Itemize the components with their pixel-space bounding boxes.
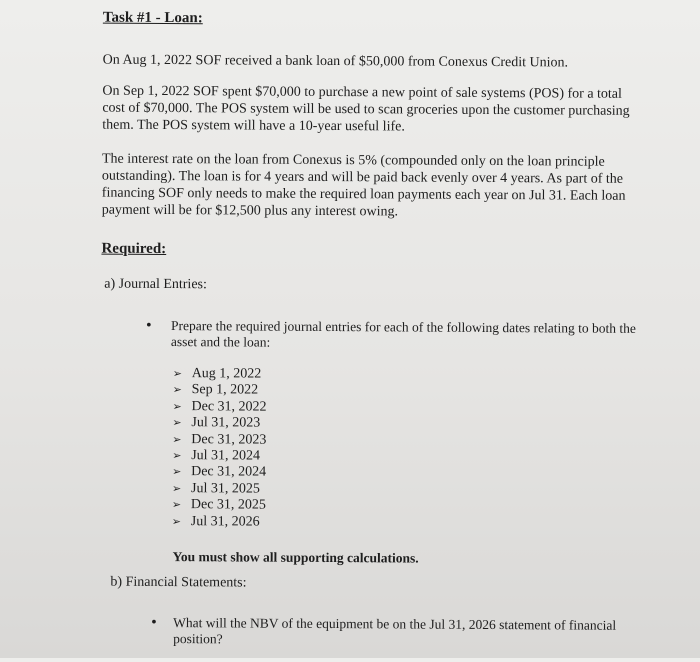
arrow-bullet-icon: ➢ (171, 482, 182, 495)
arrow-bullet-icon: ➢ (172, 450, 182, 463)
section-a-label: a) Journal Entries: (104, 276, 207, 293)
section-b-question: What will the NBV of the equipment be on the Jul 31, 2026 statement of financial position? (173, 615, 617, 647)
date-label: Aug 1, 2022 (191, 366, 262, 382)
arrow-bullet-icon: ➢ (172, 466, 182, 479)
task-title: Task #1 - Loan: (102, 9, 203, 27)
date-list-item (172, 481, 266, 498)
bullet-icon: • (145, 316, 152, 334)
date-label: Dec 31, 2024 (191, 464, 267, 480)
date-list (172, 366, 267, 530)
date-list-item (172, 399, 266, 416)
date-list-item (172, 464, 266, 481)
date-label: Jul 31, 2026 (190, 513, 260, 530)
date-list-item (172, 415, 266, 432)
paragraph-interest-terms: The interest rate on the loan from Conexus is 5% (compounded only on the loan principle outstanding). The loan is for 4 years and will be paid back evenly over 4 years. As part of the financing SOF only needs to make the required loan payments each year on Jul 31. Each loan payment will be for $12,500 plus any interest owing. (101, 151, 626, 220)
section-a-instruction: Prepare the required journal entries for each of the following dates relating to both the asset and the loan: (170, 318, 636, 350)
arrow-bullet-icon: ➢ (171, 515, 182, 528)
calculations-note: You must show all supporting calculations. (172, 549, 419, 566)
date-label: Sep 1, 2022 (191, 382, 259, 398)
arrow-bullet-icon: ➢ (172, 368, 182, 381)
date-label: Dec 31, 2023 (191, 431, 267, 448)
date-label: Jul 31, 2025 (190, 480, 260, 497)
arrow-bullet-icon: ➢ (172, 417, 182, 430)
date-list-item (172, 497, 266, 514)
bullet-icon: • (151, 613, 157, 631)
date-list-item (173, 382, 267, 399)
paragraph-loan: On Aug 1, 2022 SOF received a bank loan of $50,000 from Conexus Credit Union. (102, 52, 569, 71)
date-label: Dec 31, 2025 (190, 497, 267, 513)
arrow-bullet-icon: ➢ (172, 400, 182, 413)
date-list-item (172, 514, 266, 531)
date-label: Jul 31, 2023 (191, 415, 261, 431)
date-label: Dec 31, 2022 (191, 398, 267, 415)
date-label: Jul 31, 2024 (191, 448, 261, 464)
section-b-label: b) Financial Statements: (110, 574, 247, 591)
paragraph-pos-purchase: On Sep 1, 2022 SOF spent $70,000 to purchase a new point of sale systems (POS) for a total cost of $70,000. The POS system will be used to scan groceries upon the customer purchasing them. The POS system will have a 10-year useful life. (102, 83, 630, 135)
date-list-item (172, 432, 266, 449)
arrow-bullet-icon: ➢ (171, 499, 182, 512)
date-list-item (172, 448, 266, 465)
arrow-bullet-icon: ➢ (172, 433, 182, 446)
arrow-bullet-icon: ➢ (172, 384, 182, 397)
date-list-item (173, 366, 267, 383)
required-heading: Required: (101, 240, 167, 258)
